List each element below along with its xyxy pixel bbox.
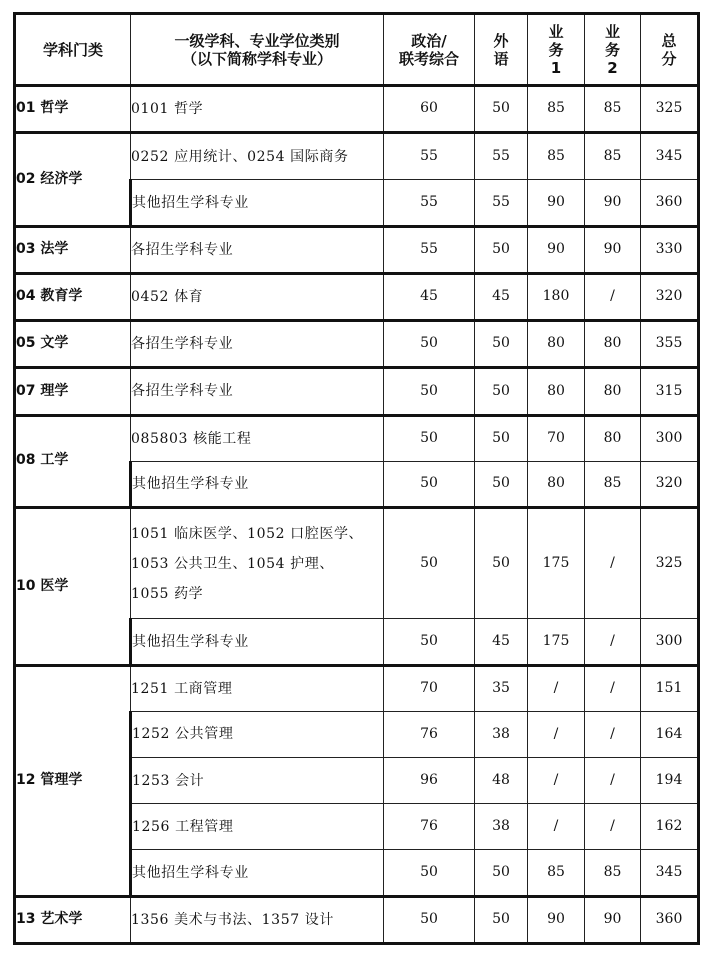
course2-score-cell: /	[585, 711, 641, 757]
foreign-score-cell: 50	[475, 415, 528, 461]
header-foreign-line2: 语	[493, 49, 509, 68]
major-line: 1053 公共卫生、1054 护理、	[131, 555, 334, 572]
major-line: 其他招生学科专业	[132, 194, 249, 211]
total-score-cell: 345	[641, 850, 699, 896]
course2-score-cell: 80	[585, 368, 641, 415]
category-cell: 10 医学	[15, 507, 131, 665]
total-score-cell: 315	[641, 368, 699, 415]
politics-score-cell: 50	[384, 415, 475, 461]
foreign-score-cell: 55	[475, 180, 528, 226]
total-score-cell: 360	[641, 896, 699, 943]
major-line: 1055 药学	[131, 585, 204, 602]
major-cell	[131, 368, 384, 415]
foreign-score-cell: 50	[475, 461, 528, 507]
total-score-cell: 345	[641, 133, 699, 180]
table-row	[15, 415, 699, 461]
course1-score-cell: 175	[528, 507, 585, 619]
total-score-cell: 330	[641, 226, 699, 273]
major-cell	[131, 133, 384, 180]
course1-score-cell: 80	[528, 321, 585, 368]
course2-score-cell: 90	[585, 896, 641, 943]
major-cell	[131, 507, 384, 619]
category-cell: 04 教育学	[15, 273, 131, 320]
major-cell	[131, 758, 384, 804]
total-score-cell: 355	[641, 321, 699, 368]
politics-score-cell: 50	[384, 850, 475, 896]
header-major-line2: （以下简称学科专业）	[181, 49, 332, 68]
course1-score-cell: /	[528, 665, 585, 711]
politics-score-cell: 45	[384, 273, 475, 320]
header-course2-line3: 2	[607, 58, 618, 77]
total-score-cell: 164	[641, 711, 699, 757]
header-course2-line1: 业	[604, 22, 620, 41]
major-cell	[131, 850, 384, 896]
major-cell	[131, 415, 384, 461]
foreign-score-cell: 50	[475, 226, 528, 273]
major-cell	[131, 896, 384, 943]
header-row	[15, 14, 699, 86]
course2-score-cell: /	[585, 804, 641, 850]
politics-score-cell: 60	[384, 86, 475, 133]
category-cell: 07 理学	[15, 368, 131, 415]
total-score-cell: 360	[641, 180, 699, 226]
major-cell	[131, 226, 384, 273]
total-score-cell: 300	[641, 415, 699, 461]
major-line: 各招生学科专业	[131, 336, 234, 353]
course1-score-cell: 180	[528, 273, 585, 320]
major-line: 0452 体育	[131, 288, 204, 305]
table-row	[15, 321, 699, 368]
course2-score-cell: /	[585, 619, 641, 665]
politics-score-cell: 50	[384, 507, 475, 619]
course2-score-cell: 80	[585, 415, 641, 461]
table-row	[15, 133, 699, 180]
table-row	[15, 226, 699, 273]
table-row	[15, 896, 699, 943]
course1-score-cell: 85	[528, 850, 585, 896]
foreign-score-cell: 50	[475, 86, 528, 133]
major-line: 0101 哲学	[131, 101, 204, 118]
major-line: 085803 核能工程	[131, 430, 252, 447]
course1-score-cell: 85	[528, 86, 585, 133]
header-major	[131, 14, 384, 86]
major-cell	[131, 665, 384, 711]
major-cell	[131, 619, 384, 665]
major-cell	[131, 321, 384, 368]
politics-score-cell: 55	[384, 226, 475, 273]
major-line: 1253 会计	[132, 772, 205, 789]
major-line: 各招生学科专业	[131, 383, 234, 400]
foreign-score-cell: 38	[475, 804, 528, 850]
politics-score-cell: 76	[384, 711, 475, 757]
course2-score-cell: 90	[585, 226, 641, 273]
foreign-score-cell: 50	[475, 507, 528, 619]
table-row	[15, 273, 699, 320]
header-foreign	[475, 14, 528, 86]
course1-score-cell: 90	[528, 226, 585, 273]
foreign-score-cell: 48	[475, 758, 528, 804]
course1-score-cell: 70	[528, 415, 585, 461]
major-line: 其他招生学科专业	[132, 475, 249, 492]
course2-score-cell: /	[585, 507, 641, 619]
header-foreign-line1: 外	[493, 31, 509, 50]
course2-score-cell: /	[585, 665, 641, 711]
major-cell	[131, 273, 384, 320]
table-row	[15, 665, 699, 711]
foreign-score-cell: 50	[475, 321, 528, 368]
politics-score-cell: 70	[384, 665, 475, 711]
politics-score-cell: 50	[384, 896, 475, 943]
total-score-cell: 151	[641, 665, 699, 711]
course2-score-cell: /	[585, 758, 641, 804]
table-row	[15, 368, 699, 415]
foreign-score-cell: 50	[475, 896, 528, 943]
foreign-score-cell: 45	[475, 273, 528, 320]
course1-score-cell: 80	[528, 461, 585, 507]
major-line: 0252 应用统计、0254 国际商务	[131, 148, 349, 165]
header-total-line2: 分	[661, 49, 677, 68]
course1-score-cell: 90	[528, 180, 585, 226]
major-line: 1356 美术与书法、1357 设计	[131, 911, 334, 928]
course1-score-cell: 80	[528, 368, 585, 415]
category-cell: 12 管理学	[15, 665, 131, 896]
header-politics-line2: 联考综合	[398, 49, 459, 68]
course1-score-cell: 85	[528, 133, 585, 180]
major-line: 1051 临床医学、1052 口腔医学、	[131, 525, 364, 542]
header-politics	[384, 14, 475, 86]
major-cell	[131, 461, 384, 507]
header-total	[641, 14, 699, 86]
header-course2	[585, 14, 641, 86]
header-course1-line1: 业	[548, 22, 564, 41]
header-politics-line1: 政治/	[411, 31, 447, 50]
major-line: 1256 工程管理	[132, 818, 234, 835]
course2-score-cell: /	[585, 273, 641, 320]
course2-score-cell: 80	[585, 321, 641, 368]
politics-score-cell: 55	[384, 180, 475, 226]
foreign-score-cell: 55	[475, 133, 528, 180]
foreign-score-cell: 50	[475, 850, 528, 896]
header-course1	[528, 14, 585, 86]
major-line: 1252 公共管理	[132, 726, 234, 743]
course1-score-cell: /	[528, 804, 585, 850]
category-cell: 02 经济学	[15, 133, 131, 226]
major-cell	[131, 711, 384, 757]
total-score-cell: 162	[641, 804, 699, 850]
total-score-cell: 300	[641, 619, 699, 665]
major-line: 各招生学科专业	[131, 241, 234, 258]
major-line: 其他招生学科专业	[132, 864, 249, 881]
total-score-cell: 320	[641, 461, 699, 507]
course2-score-cell: 90	[585, 180, 641, 226]
total-score-cell: 194	[641, 758, 699, 804]
score-table	[13, 12, 700, 945]
foreign-score-cell: 38	[475, 711, 528, 757]
total-score-cell: 325	[641, 86, 699, 133]
total-score-cell: 325	[641, 507, 699, 619]
major-line: 其他招生学科专业	[132, 633, 249, 650]
major-cell	[131, 804, 384, 850]
course1-score-cell: 175	[528, 619, 585, 665]
major-cell	[131, 86, 384, 133]
course1-score-cell: 90	[528, 896, 585, 943]
header-category: 学科门类	[15, 14, 131, 86]
foreign-score-cell: 45	[475, 619, 528, 665]
course1-score-cell: /	[528, 711, 585, 757]
category-cell: 08 工学	[15, 415, 131, 507]
header-course2-line2: 务	[604, 40, 620, 59]
major-cell	[131, 180, 384, 226]
politics-score-cell: 55	[384, 133, 475, 180]
table-row	[15, 507, 699, 619]
foreign-score-cell: 50	[475, 368, 528, 415]
header-course1-line3: 1	[550, 58, 562, 77]
total-score-cell: 320	[641, 273, 699, 320]
politics-score-cell: 50	[384, 461, 475, 507]
politics-score-cell: 76	[384, 804, 475, 850]
major-line: 1251 工商管理	[131, 680, 233, 697]
politics-score-cell: 50	[384, 368, 475, 415]
header-major-line1: 一级学科、专业学位类别	[174, 31, 340, 50]
header-course1-line2: 务	[548, 40, 564, 59]
foreign-score-cell: 35	[475, 665, 528, 711]
category-cell: 05 文学	[15, 321, 131, 368]
header-total-line1: 总	[661, 31, 677, 50]
course2-score-cell: 85	[585, 461, 641, 507]
table-body	[15, 86, 699, 944]
table-row	[15, 86, 699, 133]
politics-score-cell: 96	[384, 758, 475, 804]
course1-score-cell: /	[528, 758, 585, 804]
category-cell: 01 哲学	[15, 86, 131, 133]
course2-score-cell: 85	[585, 86, 641, 133]
category-cell: 13 艺术学	[15, 896, 131, 943]
course2-score-cell: 85	[585, 133, 641, 180]
course2-score-cell: 85	[585, 850, 641, 896]
politics-score-cell: 50	[384, 321, 475, 368]
category-cell: 03 法学	[15, 226, 131, 273]
politics-score-cell: 50	[384, 619, 475, 665]
